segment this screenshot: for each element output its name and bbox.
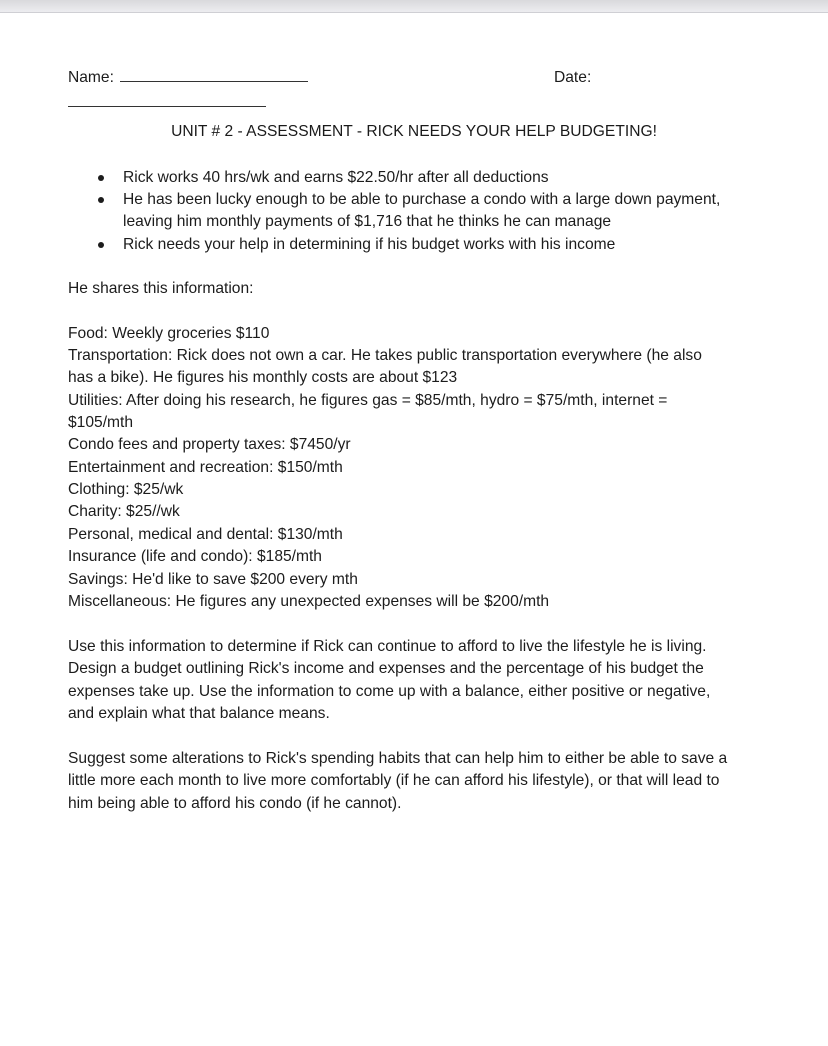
bullet-marker — [98, 242, 104, 248]
bullet-text: He has been lucky enough to be able to purchase a condo with a large down payment, — [123, 191, 721, 208]
date-field-row — [554, 67, 591, 89]
document-title: UNIT # 2 - ASSESSMENT - RICK NEEDS YOUR HELP BUDGETING! — [171, 123, 657, 140]
info-line: Savings: He'd like to save $200 every mth — [68, 571, 358, 588]
bullet-marker — [98, 197, 104, 203]
document-page — [0, 13, 828, 1046]
info-line: Charity: $25//wk — [68, 503, 180, 520]
paragraph-line: Use this information to determine if Rick can continue to afford to live the lifestyle he is living. — [68, 638, 707, 655]
bullet-text: Rick works 40 hrs/wk and earns $22.50/hr after all deductions — [123, 169, 549, 186]
bullet-marker — [98, 175, 104, 181]
paragraph-line: Design a budget outlining Rick's income and expenses and the percentage of his budget the — [68, 660, 704, 677]
info-line: has a bike). He figures his monthly costs are about $123 — [68, 369, 458, 386]
info-line: Entertainment and recreation: $150/mth — [68, 459, 343, 476]
info-line: Miscellaneous: He figures any unexpected expenses will be $200/mth — [68, 593, 550, 610]
date-blank-line — [68, 106, 266, 107]
info-line: Personal, medical and dental: $130/mth — [68, 526, 343, 543]
info-line: Food: Weekly groceries $110 — [68, 325, 270, 342]
paragraph-line: and explain what that balance means. — [68, 705, 330, 722]
paragraph-line: expenses take up. Use the information to come up with a balance, either positive or negative, — [68, 683, 711, 700]
paragraph-line: Suggest some alterations to Rick's spending habits that can help him to either be able to save a — [68, 750, 728, 767]
paragraph-line: him being able to afford his condo (if he cannot). — [68, 795, 402, 812]
info-line: Transportation: Rick does not own a car. He takes public transportation everywhere (he also — [68, 347, 702, 364]
info-line: Clothing: $25/wk — [68, 481, 184, 498]
bullet-text: leaving him monthly payments of $1,716 that he thinks he can manage — [123, 213, 612, 230]
info-line: Condo fees and property taxes: $7450/yr — [68, 436, 351, 453]
paragraph-line: little more each month to live more comfortably (if he can afford his lifestyle), or that will lead to — [68, 772, 720, 789]
intro-text: He shares this information: — [68, 280, 254, 297]
window-top-bar — [0, 0, 828, 13]
name-blank-line — [120, 67, 308, 82]
info-line: Insurance (life and condo): $185/mth — [68, 548, 322, 565]
info-line: $105/mth — [68, 414, 134, 431]
date-label: Date: — [554, 69, 592, 86]
bullet-text: Rick needs your help in determining if his budget works with his income — [123, 236, 616, 253]
name-label: Name: — [68, 69, 114, 86]
name-field-row — [68, 67, 308, 89]
info-line: Utilities: After doing his research, he figures gas = $85/mth, hydro = $75/mth, internet = — [68, 392, 668, 409]
